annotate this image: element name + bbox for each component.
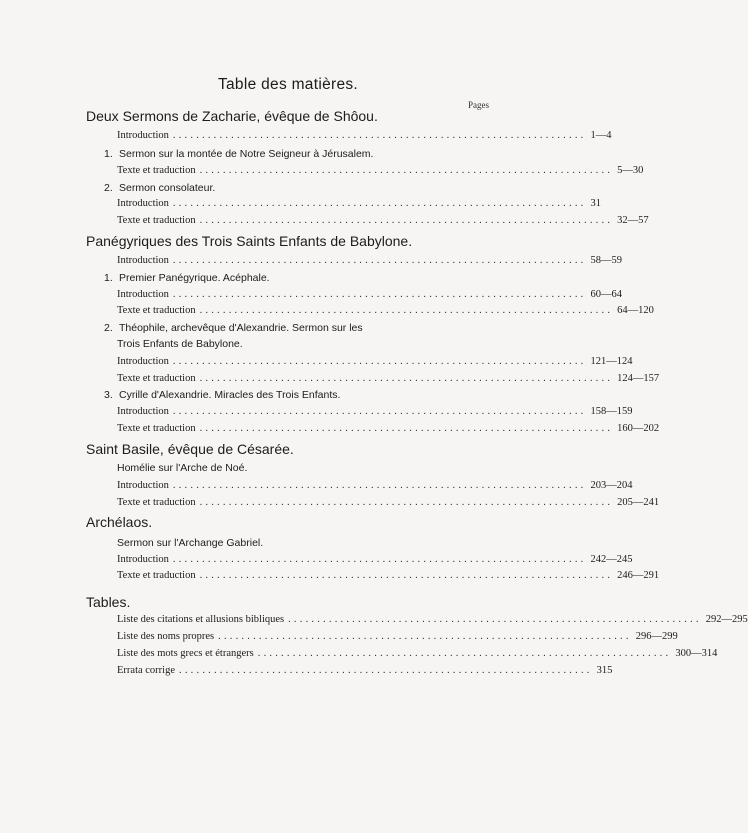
entry-label: Texte et traduction <box>117 497 196 508</box>
entry-pages: 58—59 <box>590 255 622 266</box>
leader-dots: ....................................................................... <box>199 305 614 316</box>
entry-pages: 315 <box>596 665 613 676</box>
entry-pages: 242—245 <box>590 554 633 565</box>
subsection-title: Cyrille d'Alexandrie. Miracles des Trois Enfants. <box>119 389 341 401</box>
entry-pages: 5—30 <box>617 165 644 176</box>
entry-label: Introduction <box>117 554 169 565</box>
subsection-number: 2. <box>104 182 113 194</box>
pages-column-label: Pages <box>468 100 489 110</box>
entry-pages: 32—57 <box>617 215 649 226</box>
section-heading: Panégyriques des Trois Saints Enfants de Babylone. <box>86 233 413 249</box>
entry-pages: 124—157 <box>617 373 660 384</box>
toc-entry[interactable] <box>117 305 654 319</box>
leader-dots: ....................................................................... <box>218 631 632 642</box>
leader-dots: ....................................................................... <box>199 497 614 508</box>
entry-label: Introduction <box>117 406 169 417</box>
entry-pages: 205—241 <box>617 497 660 508</box>
subsection-heading <box>104 272 270 284</box>
toc-entry[interactable] <box>117 570 660 584</box>
subsection-number: 1. <box>104 272 113 284</box>
leader-dots: ....................................................................... <box>172 554 587 565</box>
leader-dots: ....................................................................... <box>172 255 587 266</box>
toc-entry[interactable] <box>117 198 601 212</box>
leader-dots: ....................................................................... <box>172 480 587 491</box>
subsection-title: Théophile, archevêque d'Alexandrie. Sermon sur les <box>119 322 363 334</box>
entry-label: Liste des citations et allusions bibliques <box>117 614 285 625</box>
toc-entry[interactable] <box>117 406 633 420</box>
entry-pages: 292—295 <box>705 614 748 625</box>
toc-entry[interactable] <box>117 497 660 511</box>
entry-label: Texte et traduction <box>117 570 196 581</box>
entry-label: Introduction <box>117 356 169 367</box>
leader-dots: ....................................................................... <box>199 570 614 581</box>
entry-pages: 64—120 <box>617 305 654 316</box>
entry-label: Introduction <box>117 480 169 491</box>
entry-label: Texte et traduction <box>117 423 196 434</box>
entry-label: Texte et traduction <box>117 373 196 384</box>
subsection-heading <box>104 389 340 401</box>
leader-dots: ....................................................................... <box>199 165 614 176</box>
entry-label: Texte et traduction <box>117 215 196 226</box>
entry-label: Errata corrige <box>117 665 176 676</box>
toc-entry[interactable] <box>117 289 622 303</box>
entry-pages: 160—202 <box>617 423 660 434</box>
subsection-number: 3. <box>104 389 113 401</box>
toc-entry[interactable] <box>117 130 612 144</box>
subsection-title: Sermon sur la montée de Notre Seigneur à Jérusalem. <box>119 148 374 160</box>
subsection-title-continued: Trois Enfants de Babylone. <box>117 338 243 350</box>
subsection-title: Sermon consolateur. <box>119 182 216 194</box>
section-heading: Saint Basile, évêque de Césarée. <box>86 441 294 457</box>
entry-pages: 300—314 <box>675 648 718 659</box>
entry-pages: 203—204 <box>590 480 633 491</box>
toc-entry[interactable] <box>117 356 633 370</box>
entry-label: Introduction <box>117 198 169 209</box>
toc-entry[interactable] <box>117 665 613 679</box>
page-title: Table des matières. <box>217 76 359 93</box>
entry-pages: 121—124 <box>590 356 633 367</box>
toc-entry[interactable] <box>117 215 649 229</box>
entry-pages: 158—159 <box>590 406 633 417</box>
leader-dots: ....................................................................... <box>199 373 614 384</box>
toc-entry[interactable] <box>117 614 748 628</box>
leader-dots: ....................................................................... <box>199 423 614 434</box>
leader-dots: ....................................................................... <box>172 356 587 367</box>
leader-dots: ....................................................................... <box>172 406 587 417</box>
subsection-heading <box>104 322 363 334</box>
leader-dots: ....................................................................... <box>179 665 593 676</box>
entry-pages: 60—64 <box>590 289 622 300</box>
leader-dots: ....................................................................... <box>288 614 702 625</box>
toc-entry[interactable] <box>117 373 660 387</box>
entry-label: Liste des mots grecs et étrangers <box>117 648 254 659</box>
entry-label: Introduction <box>117 130 169 141</box>
leader-dots: ....................................................................... <box>172 198 587 209</box>
toc-entry[interactable] <box>117 631 678 645</box>
subsection-number: 2. <box>104 322 113 334</box>
entry-pages: 1—4 <box>590 130 612 141</box>
entry-label: Liste des noms propres <box>117 631 215 642</box>
entry-label: Introduction <box>117 255 169 266</box>
leader-dots: ....................................................................... <box>257 648 672 659</box>
leader-dots: ....................................................................... <box>172 289 587 300</box>
toc-entry[interactable] <box>117 165 644 179</box>
section-heading: Archélaos. <box>86 514 153 530</box>
toc-entry[interactable] <box>117 423 660 437</box>
subsection-number: 1. <box>104 148 113 160</box>
subsection-heading <box>104 182 215 194</box>
entry-label: Texte et traduction <box>117 165 196 176</box>
subsection-heading <box>104 148 373 160</box>
section-heading: Deux Sermons de Zacharie, évêque de Shôou. <box>86 108 378 124</box>
toc-entry[interactable] <box>117 255 622 269</box>
toc-entry[interactable] <box>117 554 633 568</box>
toc-entry[interactable] <box>117 480 633 494</box>
subsection-title: Premier Panégyrique. Acéphale. <box>119 272 270 284</box>
subsection-title: Homélie sur l'Arche de Noé. <box>117 462 248 474</box>
section-heading: Tables. <box>86 594 131 610</box>
entry-pages: 246—291 <box>617 570 660 581</box>
leader-dots: ....................................................................... <box>172 130 587 141</box>
entry-label: Introduction <box>117 289 169 300</box>
leader-dots: ....................................................................... <box>199 215 614 226</box>
entry-label: Texte et traduction <box>117 305 196 316</box>
toc-entry[interactable] <box>117 648 718 662</box>
subsection-title: Sermon sur l'Archange Gabriel. <box>117 537 264 549</box>
entry-pages: 296—299 <box>635 631 678 642</box>
entry-pages: 31 <box>590 198 601 209</box>
